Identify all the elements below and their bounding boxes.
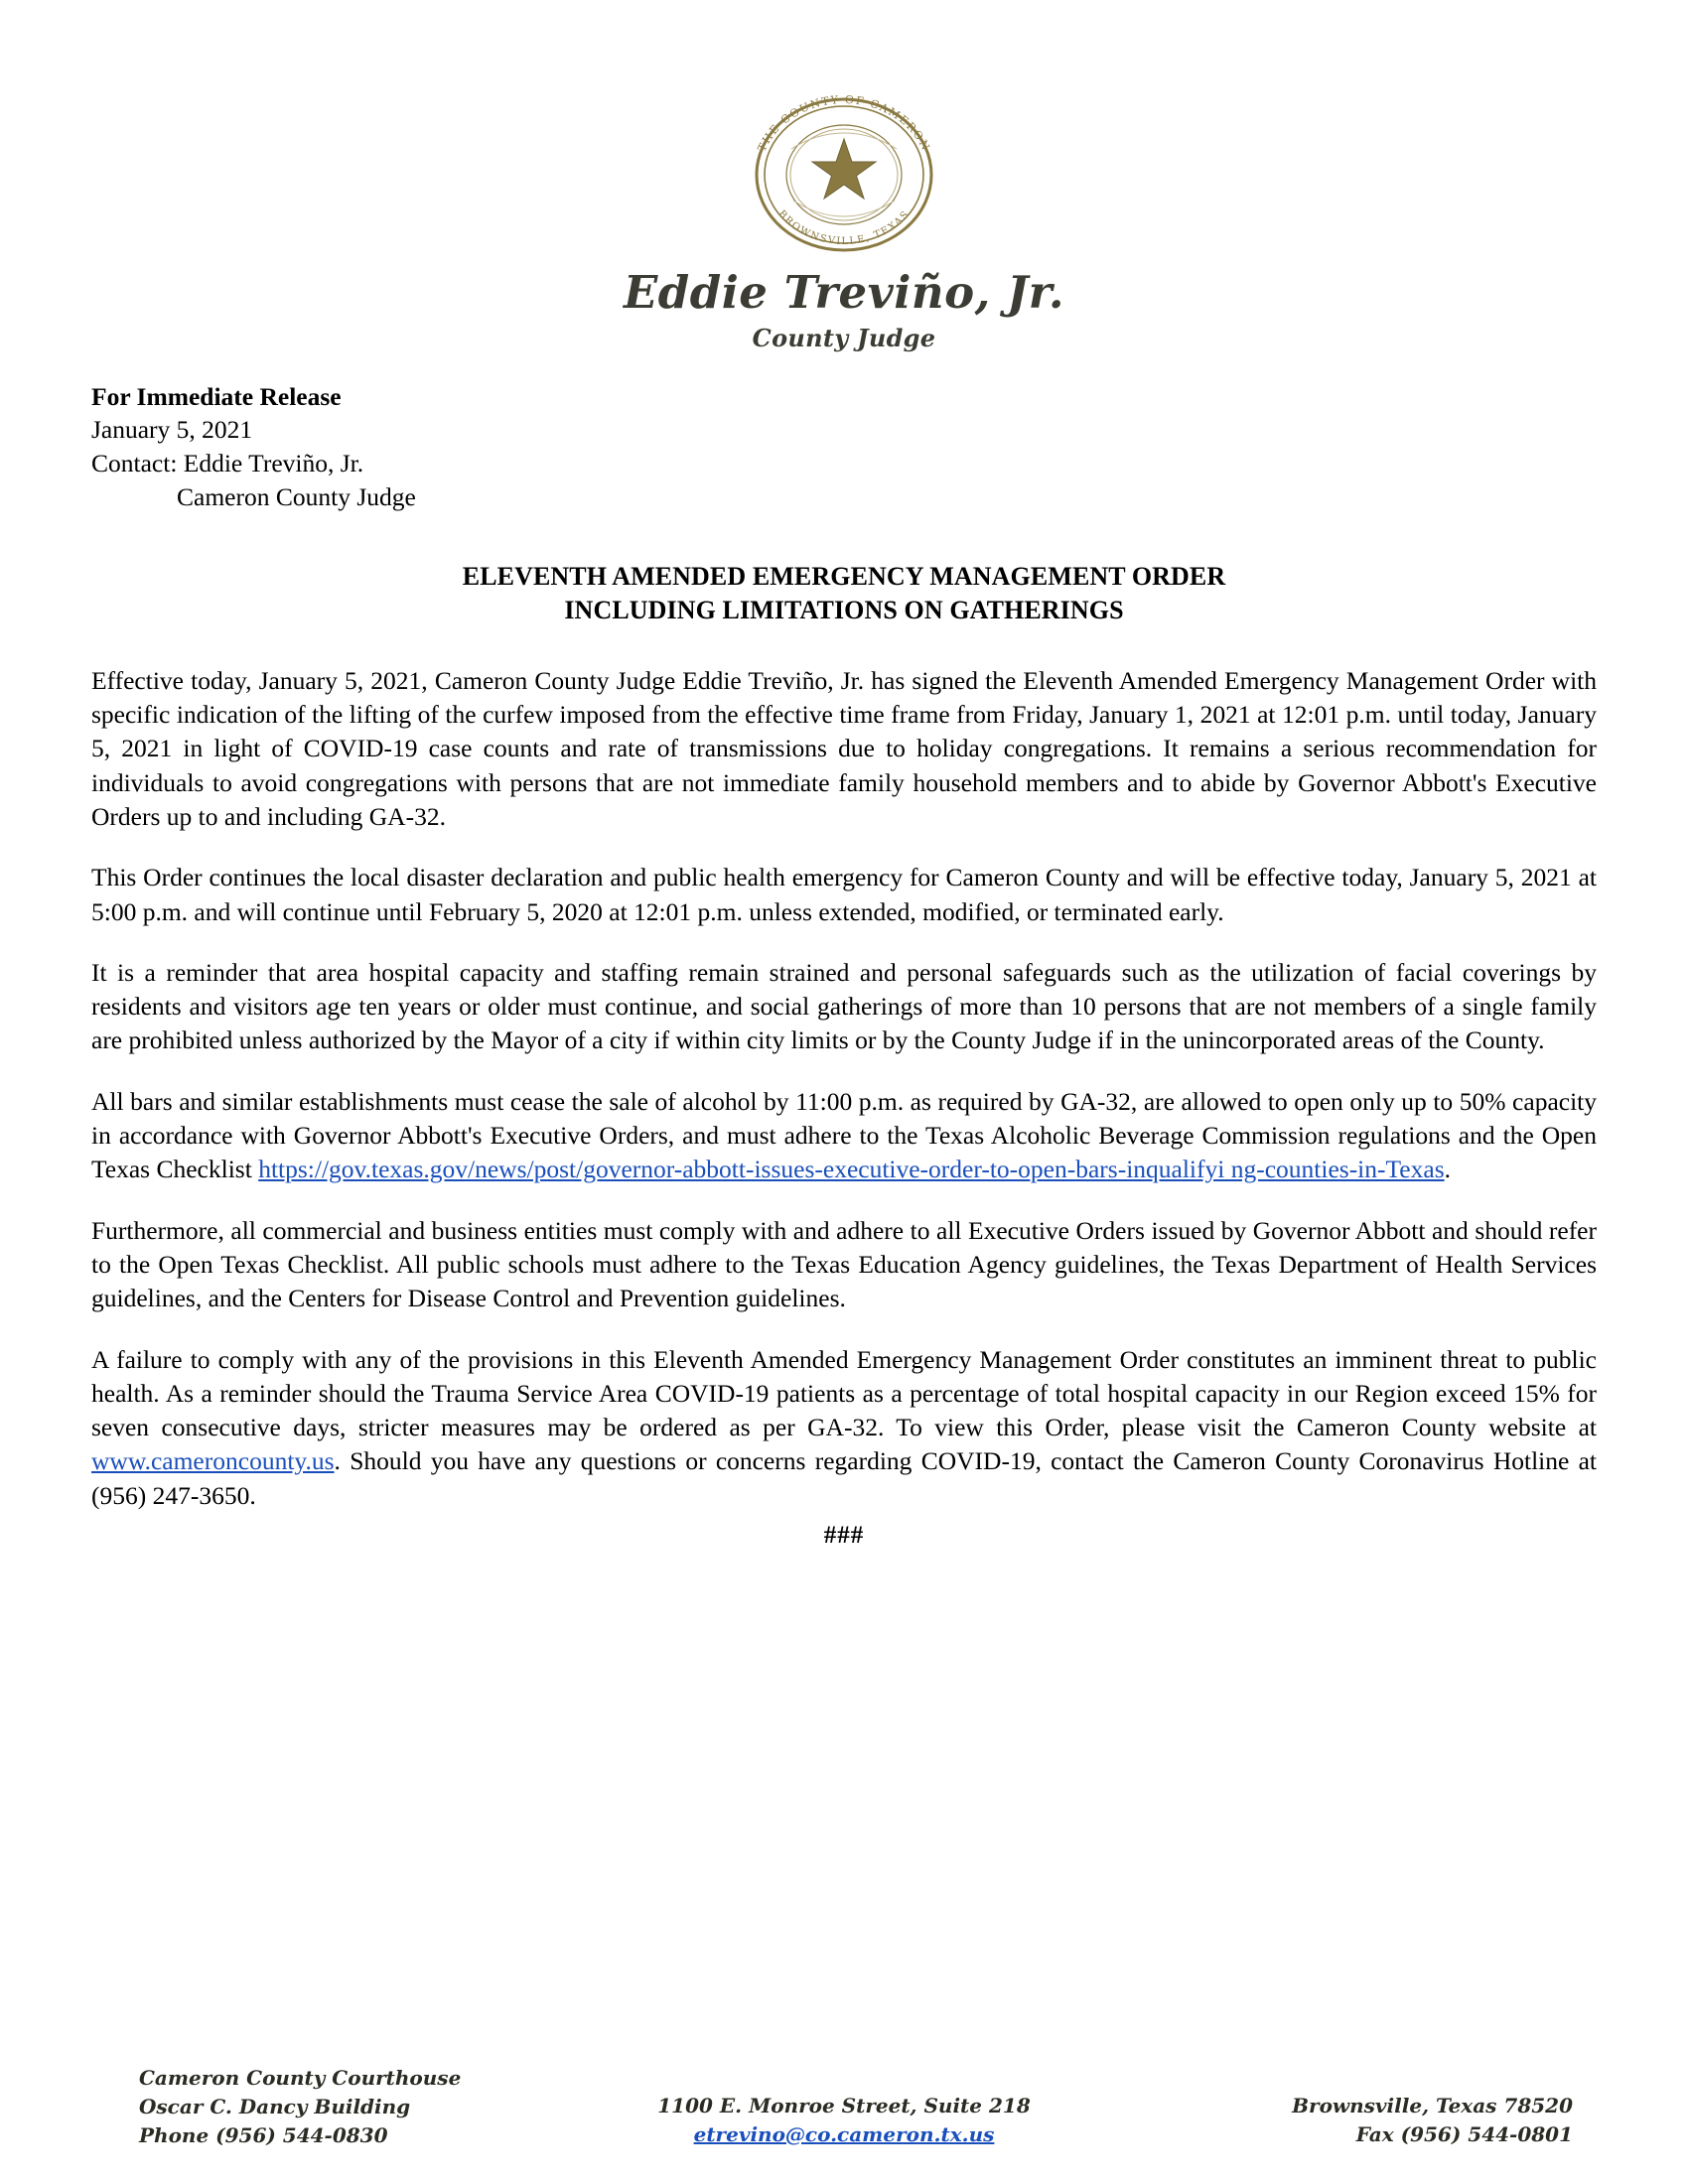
paragraph-bars (91, 1085, 1597, 1187)
document-body (91, 664, 1597, 1553)
svg-text:BROWNSVILLE, TEXAS: BROWNSVILLE, TEXAS (775, 208, 913, 248)
footer-fax: Fax (956) 544-0801 (1355, 2122, 1573, 2146)
paragraph-bars-text: All bars and similar establishments must cease the sale of alcohol by 11:00 p.m. as required by GA-32, are allowed to open only up to 50% capacity in accordance with Governor Abbott's Executive Orders, and must adhere to the Texas Alcoholic Beverage Commission regulations and the Open Texas Checklist (91, 1086, 1597, 1184)
footer-email-link[interactable]: etrevino@co.cameron.tx.us (693, 2122, 995, 2146)
seal-container (91, 89, 1597, 258)
page-title-line2: INCLUDING LIMITATIONS ON GATHERINGS (564, 596, 1124, 625)
svg-text:THE COUNTY OF CAMERON: THE COUNTY OF CAMERON (755, 92, 933, 154)
footer-address: 1100 E. Monroe Street, Suite 218 (657, 2094, 1031, 2117)
paragraph-4: Furthermore, all commercial and business entities must comply with and adhere to all Executive Orders issued by Governor Abbott and should refer to the Open Texas Checklist. All public schools must adhere to the Texas Education Agency guidelines, the Texas Department of Health Services guidelines, and the Centers for Disease Control and Prevention guidelines. (91, 1215, 1597, 1313)
judge-name: Eddie Treviño, Jr. (623, 266, 1064, 319)
release-contact: Contact: Eddie Treviño, Jr. (91, 449, 364, 478)
footer-phone: Phone (956) 544-0830 (139, 2123, 388, 2147)
footer-building-line2: Oscar C. Dancy Building (139, 2095, 411, 2118)
footer-building-line1: Cameron County Courthouse (139, 2066, 462, 2090)
paragraph-closing (91, 1343, 1597, 1513)
footer-city-state-zip: Brownsville, Texas 78520 (1292, 2094, 1573, 2117)
paragraph-2: This Order continues the local disaster declaration and public health emergency for Cameron County and will be effective today, January 5, 2021 at 5:00 p.m. and will continue until February 5, 2020 at 12:01 p.m. unless extended, modified, or terminated early. (91, 863, 1597, 926)
footer-left (91, 2064, 588, 2150)
end-marker: ### (823, 1521, 865, 1549)
cameron-county-website-link[interactable]: www.cameroncounty.us (91, 1446, 335, 1476)
page-title-line1: ELEVENTH AMENDED EMERGENCY MANAGEMENT ORDER (462, 562, 1226, 592)
paragraph-closing-part2: . Should you have any questions or concerns regarding COVID-19, contact the Cameron County Coronavirus Hotline at (956) 247-3650. (91, 1446, 1597, 1510)
paragraph-1: Effective today, January 5, 2021, Cameron County Judge Eddie Treviño, Jr. has signed the Eleventh Amended Emergency Management Order with specific indication of the lifting of the curfew imposed from the effective time frame from Friday, January 1, 2021 at 12:01 p.m. until today, January 5, 2021 in light of COVID-19 case counts and rate of transmissions due to holiday congregations. It remains a serious recommendation for individuals to avoid congregations with persons that are not immediate family household members and to abide by Governor Abbott's Executive Orders up to and including GA-32. (91, 665, 1597, 831)
footer-middle (588, 2064, 1099, 2149)
paragraph-closing-part1: A failure to comply with any of the provisions in this Eleventh Amended Emergency Management Order constitutes an imminent threat to public health. As a reminder should the Trauma Service Area COVID-19 patients as a percentage of total hospital capacity in our Region exceed 15% for seven consecutive days, stricter measures may be ordered as per GA-32. To view this Order, please visit the Cameron County website at (91, 1344, 1597, 1442)
open-texas-checklist-link[interactable]: https://gov.texas.gov/news/post/governor-abbott-issues-executive-order-to-open-bars-inqualifyi ng-counties-in-Texas (258, 1155, 1445, 1184)
paragraph-bars-period: . (1444, 1155, 1451, 1184)
footer (0, 2064, 1688, 2150)
judge-title: County Judge (752, 323, 936, 352)
release-block (91, 380, 1597, 515)
release-headline: For Immediate Release (91, 381, 342, 411)
paragraph-3: It is a reminder that area hospital capacity and staffing remain strained and personal safeguards such as the utilization of facial coverings by residents and visitors age ten years or older must continue, and social gatherings of more than 10 persons that are not members of a single family are prohibited unless authorized by the Mayor of a city if within city limits or by the County Judge if in the unincorporated areas of the County. (91, 957, 1597, 1055)
release-date: January 5, 2021 (91, 415, 253, 445)
footer-right (1100, 2064, 1597, 2149)
county-seal-icon (740, 89, 948, 258)
page-title (91, 560, 1597, 628)
release-contact-line2: Cameron County Judge (177, 482, 416, 512)
